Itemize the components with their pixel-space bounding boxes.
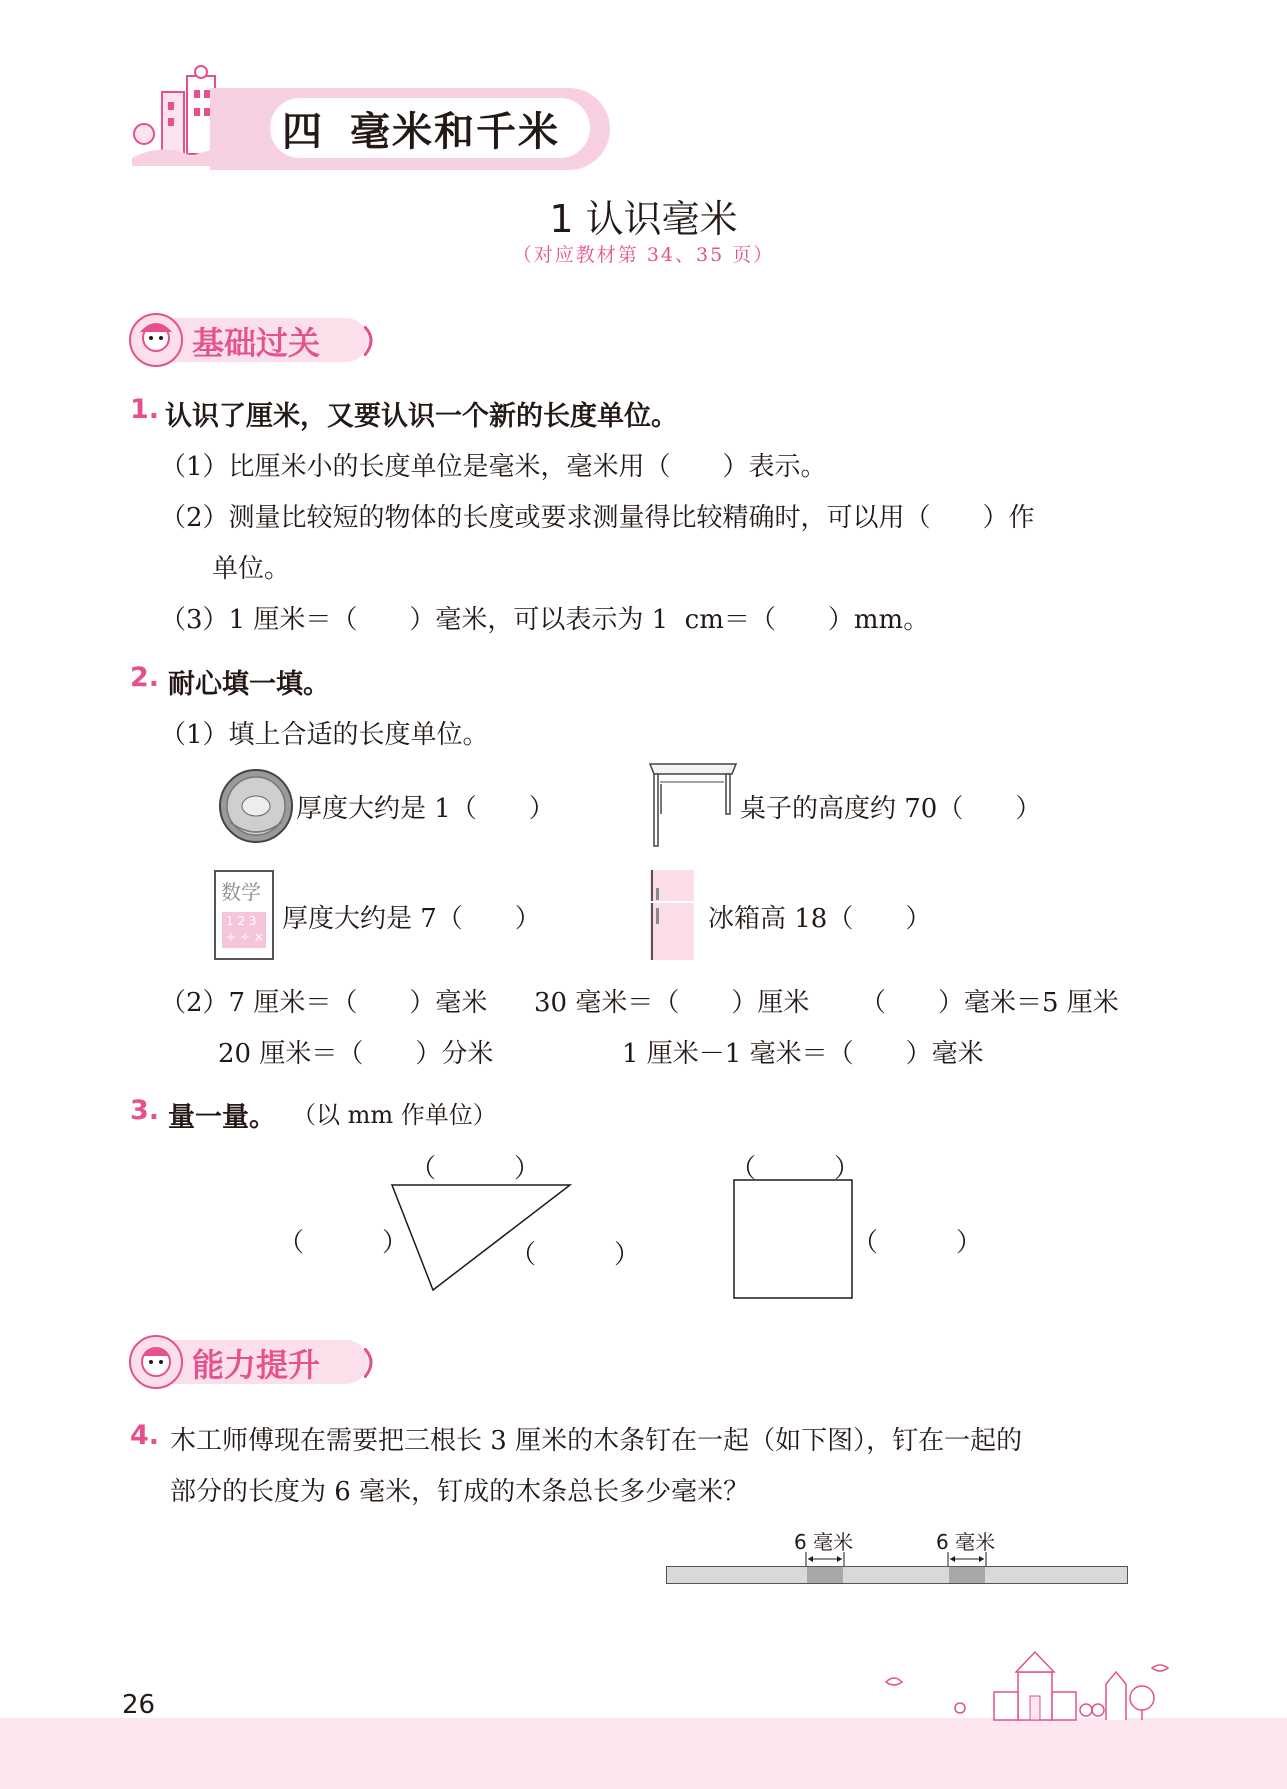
q4-line1: 木工师傅现在需要把三根长 3 厘米的木条钉在一起（如下图），钉在一起的 [170, 1426, 1023, 1456]
lesson-reference: （对应教材第 34、35 页） [512, 244, 775, 266]
overlap-arrow-1 [804, 1552, 846, 1566]
section-basic [128, 312, 378, 368]
table-icon [648, 760, 738, 850]
q1-number: 1. [130, 394, 160, 425]
overlap-segment-2 [949, 1567, 985, 1583]
chapter-number: 四 [282, 109, 324, 155]
overlap-arrow-2 [946, 1552, 988, 1566]
q4-number: 4. [130, 1420, 160, 1451]
ribbon-end-icon [364, 326, 378, 356]
coin-icon [218, 768, 294, 844]
fridge-icon [650, 870, 696, 960]
triangle-top-blank: （ ） [410, 1154, 541, 1184]
section-advanced [128, 1334, 378, 1390]
q3-number: 3. [130, 1095, 160, 1126]
overlap-label-1: 6 毫米 [794, 1530, 854, 1554]
q1-part3: （3）1 厘米＝（ ）毫米，可以表示为 1 cm＝（ ）mm。 [160, 605, 930, 635]
boy-mascot-icon [128, 1334, 184, 1390]
book-cover-ops: + ÷ × [226, 930, 264, 944]
wood-strip-bar [666, 1566, 1128, 1584]
table-text: 桌子的高度约 70（ ） [740, 794, 1042, 824]
q1-part2-line1: （2）测量比较短的物体的长度或要求测量得比较精确时，可以用（ ）作 [160, 503, 1035, 533]
overlap-segment-1 [807, 1567, 843, 1583]
q2-part2-e: 1 厘米－1 毫米＝（ ）毫米 [622, 1039, 984, 1069]
footer-castle-illustration [880, 1648, 1170, 1722]
coin-text: 厚度大约是 1（ ） [296, 794, 555, 824]
chapter-name: 毫米和千米 [350, 109, 560, 155]
q2-number: 2. [130, 662, 160, 693]
q1-part2-line2: 单位。 [212, 554, 291, 584]
q2-part2-c: （ ）毫米＝5 厘米 [860, 988, 1119, 1018]
fridge-text: 冰箱高 18（ ） [708, 904, 932, 934]
triangle-left-blank: （ ） [278, 1228, 409, 1258]
math-book-icon [214, 870, 274, 960]
square-right-blank: （ ） [852, 1228, 983, 1258]
book-cover-title: 数学 [221, 880, 261, 904]
q2-part2-b: 30 毫米＝（ ）厘米 [534, 988, 810, 1018]
ribbon-end-icon [364, 1348, 378, 1378]
overlap-label-2: 6 毫米 [936, 1530, 996, 1554]
square-top-blank: （ ） [730, 1154, 861, 1184]
section-title-advanced: 能力提升 [192, 1346, 321, 1384]
page-number: 26 [122, 1690, 156, 1720]
q2-title: 耐心填一填。 [168, 669, 330, 700]
girl-mascot-icon [128, 312, 184, 368]
lesson-title: 1 认识毫米 [549, 197, 738, 241]
book-text: 厚度大约是 7（ ） [282, 904, 541, 934]
square-figure [732, 1178, 854, 1300]
triangle-right-blank: （ ） [510, 1240, 641, 1270]
q4-line2: 部分的长度为 6 毫米，钉成的木条总长多少毫米？ [170, 1477, 750, 1507]
q2-part1: （1）填上合适的长度单位。 [160, 720, 489, 750]
wood-strips-figure [666, 1526, 1128, 1584]
q3-note: （以 mm 作单位） [292, 1101, 497, 1129]
q1-part1: （1）比厘米小的长度单位是毫米，毫米用（ ）表示。 [160, 452, 827, 482]
q3-title: 量一量。 [168, 1102, 276, 1133]
q2-part2-d: 20 厘米＝（ ）分米 [218, 1039, 494, 1069]
book-cover-numbers: 1 2 3 [226, 914, 257, 928]
section-title-basic: 基础过关 [192, 324, 321, 362]
q1-title: 认识了厘米，又要认识一个新的长度单位。 [165, 401, 678, 432]
q2-part2-a: （2）7 厘米＝（ ）毫米 [160, 988, 488, 1018]
footer-band [0, 1718, 1287, 1789]
chapter-title [282, 100, 560, 157]
